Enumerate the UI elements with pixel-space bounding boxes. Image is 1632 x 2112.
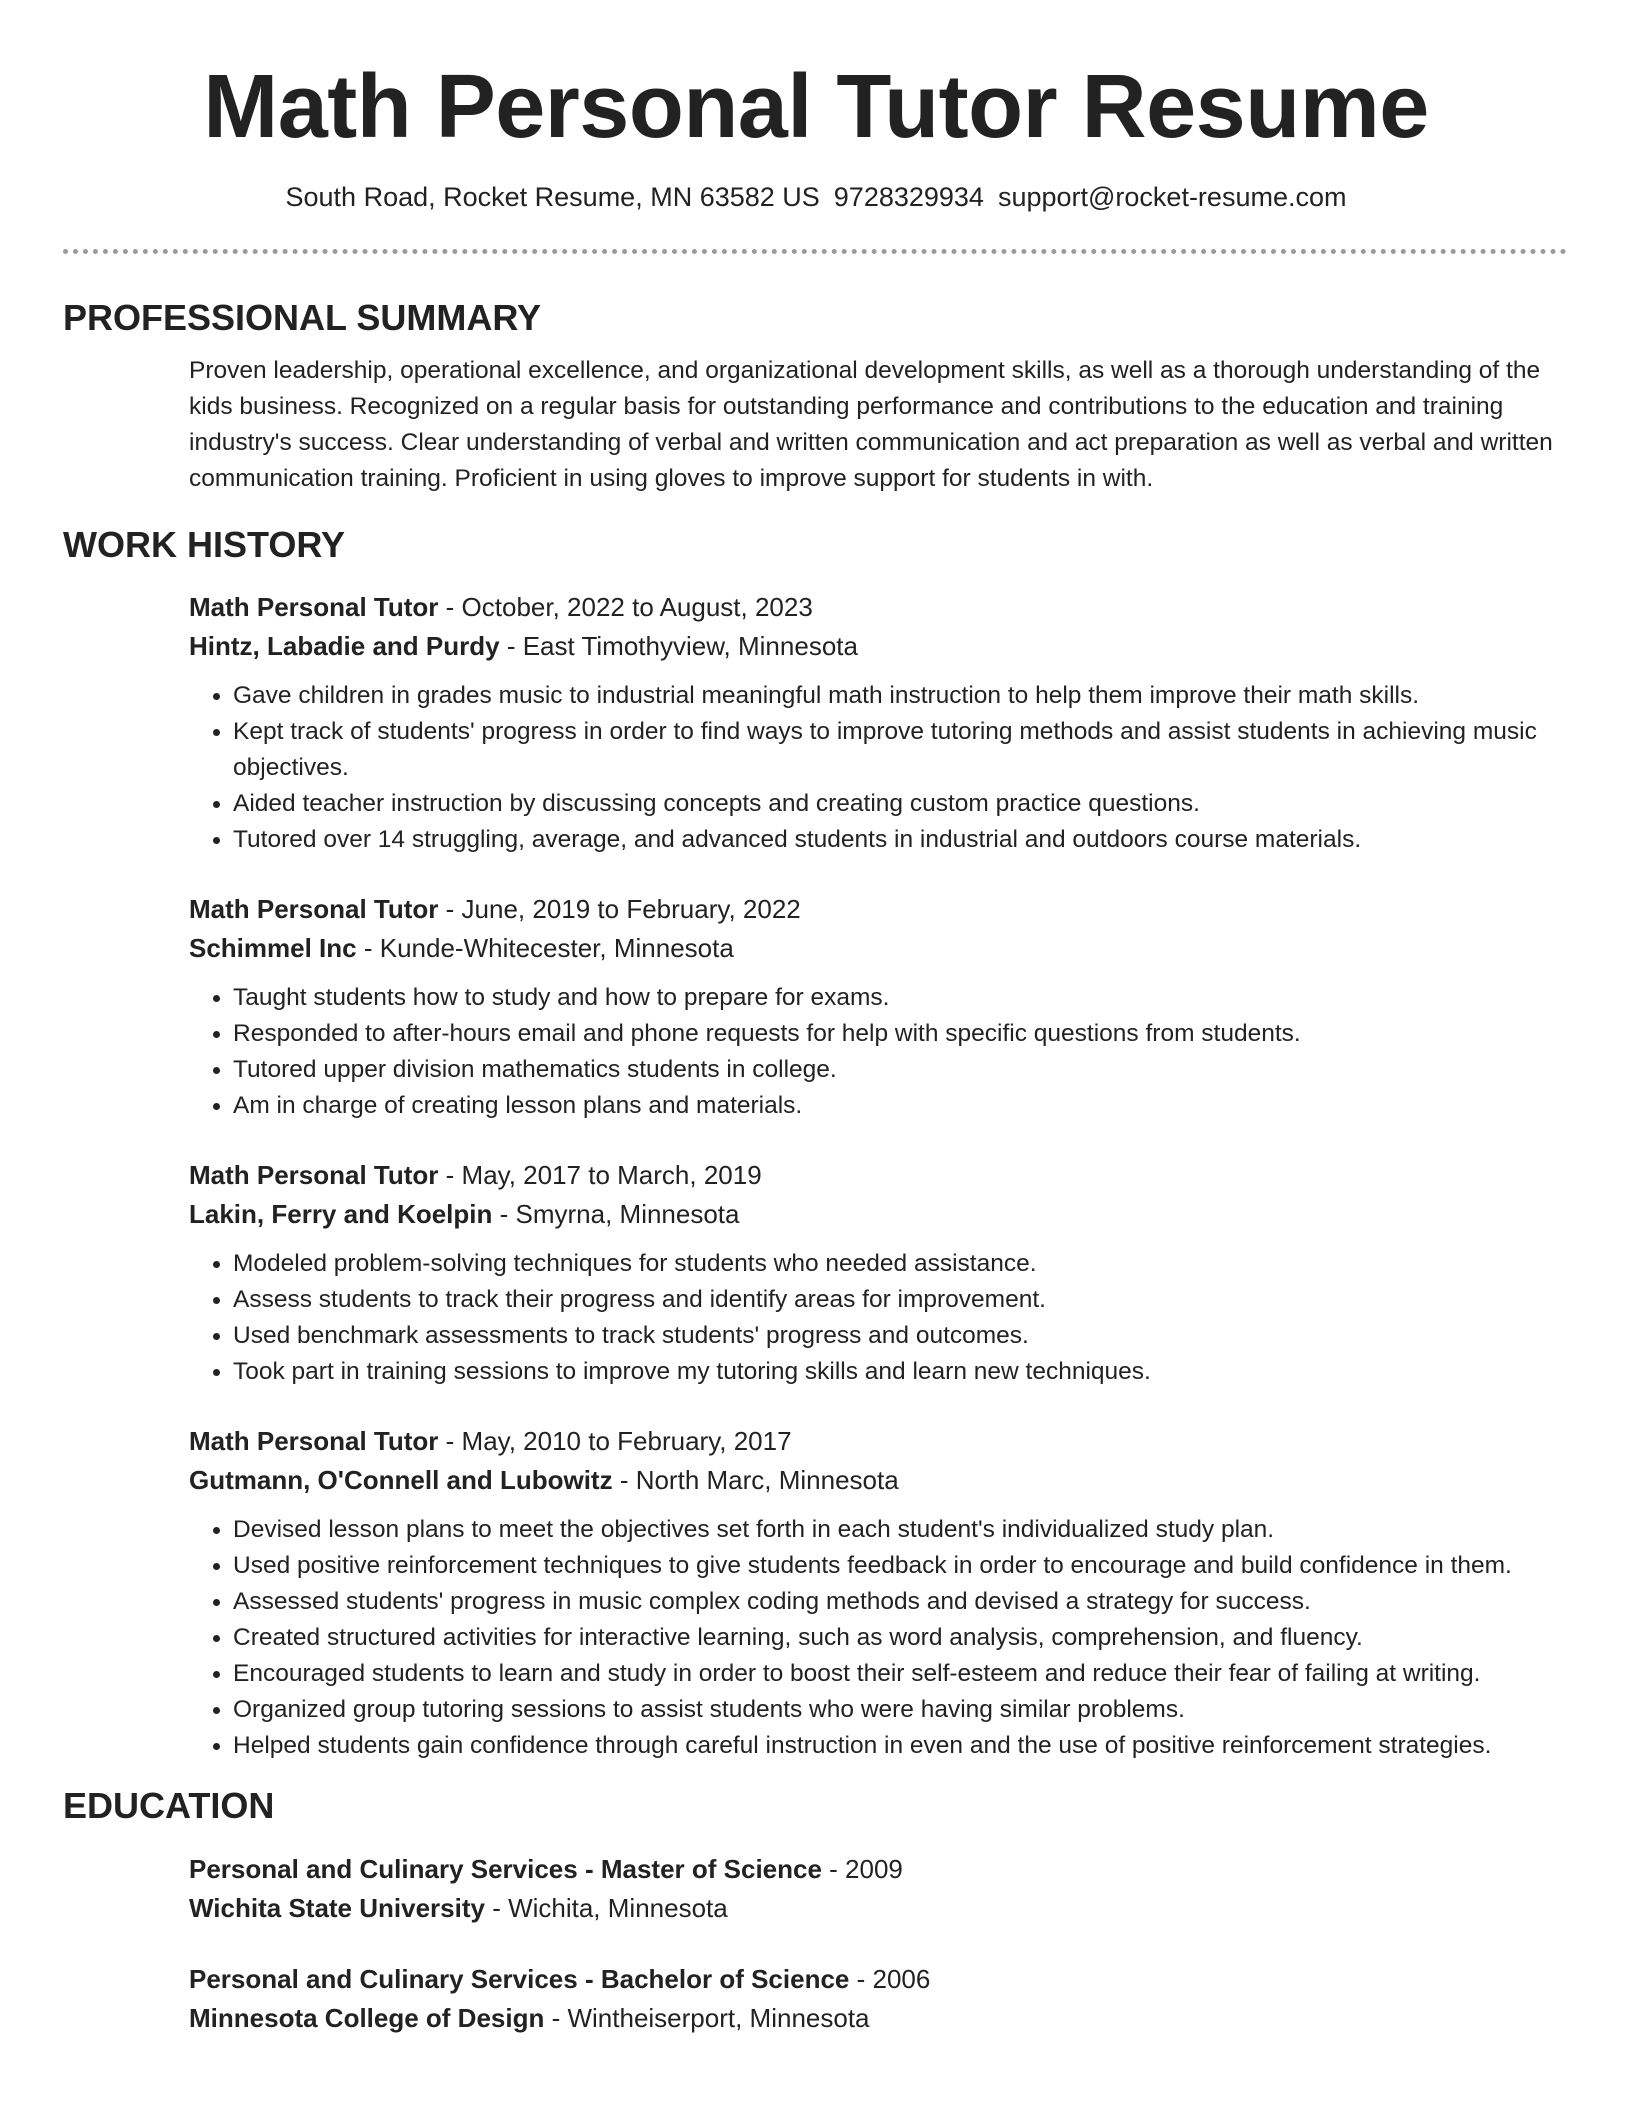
job-company-line [189,1461,1567,1500]
job-bullet: • Encouraged students to learn and study in order to boost their self-esteem and reduce their fear of failing at writing. [233,1656,1567,1692]
job-company: Hintz, Labadie and Purdy [189,631,500,662]
contact-line [0,180,1632,215]
education-entry [189,1850,1567,1928]
job-bullet: • Modeled problem-solving techniques for students who needed assistance. [233,1246,1567,1282]
education-location: - Wichita, Minnesota [484,1892,728,1923]
job-bullets [189,1246,1567,1390]
job-entry [189,588,1567,858]
job-title: Math Personal Tutor [189,894,439,925]
work-history-list [63,588,1567,1764]
header-divider [63,249,1567,254]
job-dates: - October, 2022 to August, 2023 [438,592,813,623]
job-bullet: • Am in charge of creating lesson plans and materials. [233,1088,1567,1124]
job-bullet: • Used benchmark assessments to track students' progress and outcomes. [233,1318,1567,1354]
education-school: Minnesota College of Design [189,2002,545,2033]
job-dates: - June, 2019 to February, 2022 [438,894,801,925]
education-degree-line [189,1960,1567,1999]
job-location: - East Timothyview, Minnesota [499,631,858,662]
job-bullet: • Created structured activities for interactive learning, such as word analysis, comprehension, and fluency. [233,1620,1567,1656]
education-year: - 2006 [849,1963,931,1994]
job-entry [189,890,1567,1124]
contact-email: support@rocket-resume.com [997,182,1347,212]
job-bullet: • Tutored over 14 struggling, average, and advanced students in industrial and outdoors course materials. [233,822,1567,858]
contact-address: South Road, Rocket Resume, MN 63582 US [285,182,820,212]
job-bullet: • Devised lesson plans to meet the objectives set forth in each student's individualized study plan. [233,1512,1567,1548]
education-list [63,1850,1567,2038]
job-title-line [189,1422,1567,1461]
work-history-heading: WORK HISTORY [63,524,346,566]
job-title-line [189,1156,1567,1195]
job-location: - North Marc, Minnesota [612,1465,899,1496]
job-bullet: • Tutored upper division mathematics students in college. [233,1052,1567,1088]
job-bullet: • Took part in training sessions to improve my tutoring skills and learn new techniques. [233,1354,1567,1390]
job-bullet: • Used positive reinforcement techniques to give students feedback in order to encourage and build confidence in them. [233,1548,1567,1584]
job-bullet: • Organized group tutoring sessions to assist students who were having similar problems. [233,1692,1567,1728]
job-bullets [189,1512,1567,1764]
job-location: - Smyrna, Minnesota [492,1199,740,1230]
job-dates: - May, 2010 to February, 2017 [438,1426,792,1457]
job-entry [189,1422,1567,1764]
education-entry [189,1960,1567,2038]
job-bullet: • Gave children in grades music to industrial meaningful math instruction to help them improve their math skills. [233,678,1567,714]
education-heading: EDUCATION [63,1785,275,1827]
education-school-line [189,1999,1567,2038]
summary-text: Proven leadership, operational excellence, and organizational development skills, as well as a thorough understanding of the kids business. Recognized on a regular basis for outstanding performance and contributions to the education and training industry's success. Clear understanding of verbal and written communication and act preparation as well as verbal and written communication training. Proficient in using gloves to improve support for students in with. [189,357,1553,493]
job-title-line [189,890,1567,929]
job-title: Math Personal Tutor [189,1426,439,1457]
job-bullet: • Helped students gain confidence through careful instruction in even and the use of positive reinforcement strategies. [233,1728,1567,1764]
job-bullets [189,980,1567,1124]
job-dates: - May, 2017 to March, 2019 [438,1160,762,1191]
job-company: Lakin, Ferry and Koelpin [189,1199,493,1230]
job-company: Schimmel Inc [189,933,357,964]
job-company: Gutmann, O'Connell and Lubowitz [189,1465,613,1496]
education-school-line [189,1889,1567,1928]
job-bullet: • Aided teacher instruction by discussing concepts and creating custom practice questions. [233,786,1567,822]
education-location: - Wintheiserport, Minnesota [544,2002,870,2033]
job-company-line [189,1195,1567,1234]
education-year: - 2009 [821,1853,903,1884]
job-bullets [189,678,1567,858]
education-degree-line [189,1850,1567,1889]
job-location: - Kunde-Whitecester, Minnesota [356,933,734,964]
resume-content [63,296,1567,2038]
summary-heading: PROFESSIONAL SUMMARY [63,297,542,338]
job-company-line [189,929,1567,968]
contact-phone: 9728329934 [833,182,984,212]
job-bullet: • Assessed students' progress in music complex coding methods and devised a strategy for success. [233,1584,1567,1620]
job-entry [189,1156,1567,1390]
job-company-line [189,627,1567,666]
job-title-line [189,588,1567,627]
education-degree: Personal and Culinary Services - Bachelor of Science [189,1963,850,1994]
job-title: Math Personal Tutor [189,1160,439,1191]
resume-title: Math Personal Tutor Resume [203,57,1429,157]
job-bullet: • Taught students how to study and how to prepare for exams. [233,980,1567,1016]
job-title: Math Personal Tutor [189,592,439,623]
job-bullet: • Assess students to track their progress and identify areas for improvement. [233,1282,1567,1318]
job-bullet: • Kept track of students' progress in order to find ways to improve tutoring methods and assist students in achieving music objectives. [233,714,1567,786]
education-school: Wichita State University [189,1892,485,1923]
education-degree: Personal and Culinary Services - Master of Science [189,1853,822,1884]
job-bullet: • Responded to after-hours email and phone requests for help with specific questions from students. [233,1016,1567,1052]
